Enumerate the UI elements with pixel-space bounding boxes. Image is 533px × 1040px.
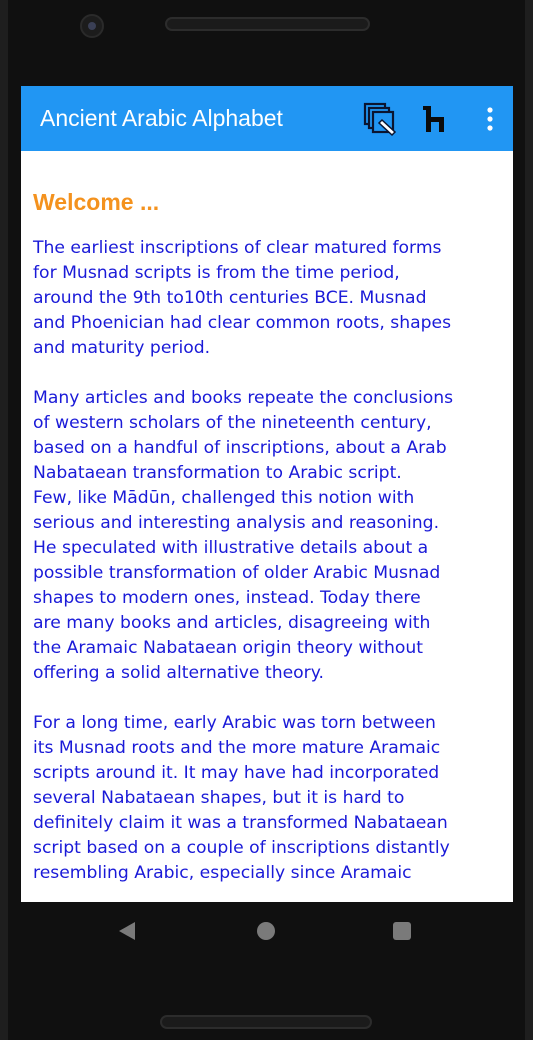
home-icon[interactable]	[257, 922, 275, 940]
paragraph-2: Many articles and books repeate the conclusions of western scholars of the nineteenth century, based on a handful of inscriptions, about a Arab Nabataean transformation to Arabic script. Few, like Mādūn, challenged this notion with serious and interesting analysis and reasoning. He speculated with illustrative details about a possible transformation of older Arabic Musnad shapes to modern ones, instead. Today there are many books and articles, disagreeing with the Aramaic Nabataean origin theory without offering a solid alternative theory.	[33, 388, 454, 683]
copy-layers-icon[interactable]	[361, 100, 399, 138]
front-camera	[80, 14, 104, 38]
recents-icon[interactable]	[393, 922, 411, 940]
font-h-icon[interactable]	[416, 100, 454, 138]
phone-edge-right	[525, 0, 533, 1040]
more-vert-icon[interactable]	[471, 100, 509, 138]
article-content	[33, 186, 503, 902]
paragraph-1: The earliest inscriptions of clear matured forms for Musnad scripts is from the time period, around the 9th to10th centuries BCE. Musnad and Phoenician had clear common roots, shapes and maturity period.	[33, 238, 452, 358]
system-nav-bar	[21, 902, 513, 960]
back-icon[interactable]	[119, 922, 135, 940]
bottom-speaker	[160, 1015, 372, 1029]
phone-edge-left	[0, 0, 8, 1040]
paragraph-3: For a long time, early Arabic was torn between its Musnad roots and the more mature Aramaic scripts around it. It may have had incorporated several Nabataean shapes, but it is hard to definitely claim it was a transformed Nabataean script based on a couple of inscriptions distantly resembling Arabic, especially since Aramaic	[33, 713, 450, 883]
app-title: Ancient Arabic Alphabet	[40, 105, 283, 131]
app-bar	[21, 86, 513, 151]
welcome-heading: Welcome ...	[33, 189, 160, 215]
app-screen	[21, 86, 513, 902]
earpiece-speaker	[165, 17, 370, 31]
